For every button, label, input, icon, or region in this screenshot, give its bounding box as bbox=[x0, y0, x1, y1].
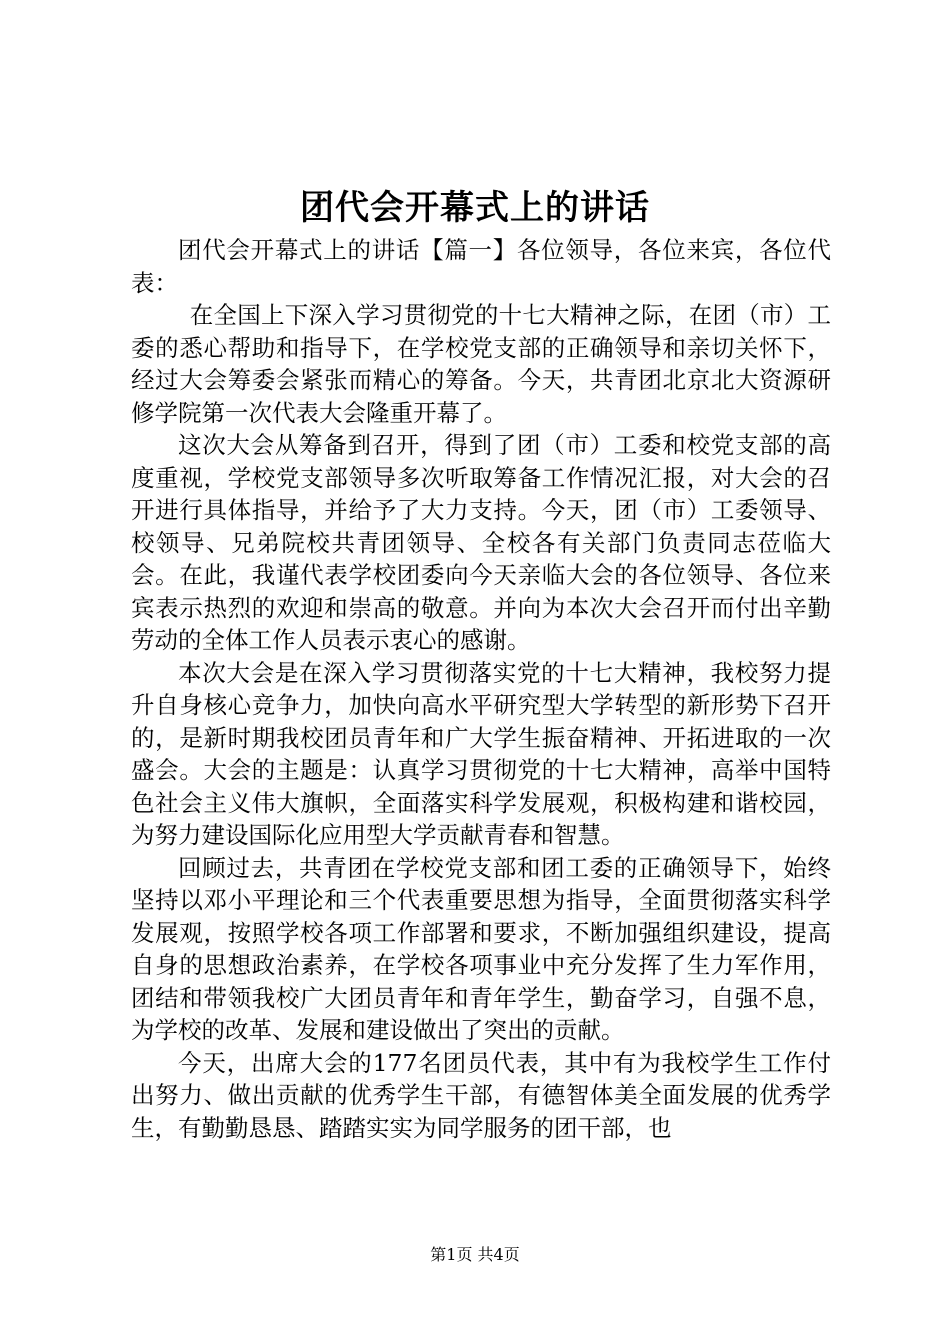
paragraph-1: 团代会开幕式上的讲话【篇一】各位领导，各位来宾，各位代表： bbox=[131, 236, 831, 297]
paragraph-3: 这次大会从筹备到召开，得到了团（市）工委和校党支部的高度重视，学校党支部领导多次听取筹备工作情况汇报，对大会的召开进行具体指导，并给予了大力支持。今天，团（市）工委领导、校领导、兄弟院校共青团领导、全校各有关部门负责同志莅临大会。在此，我谨代表学校团委向今天亲临大会的各位领导、各位来宾表示热烈的欢迎和崇高的敬意。并向为本次大会召开而付出辛勤劳动的全体工作人员表示衷心的感谢。 bbox=[131, 431, 831, 654]
page-footer: 第1页 共4页 bbox=[430, 1245, 520, 1264]
paragraph-4: 本次大会是在深入学习贯彻落实党的十七大精神，我校努力提升自身核心竞争力，加快向高水平研究型大学转型的新形势下召开的，是新时期我校团员青年和广大学生振奋精神、开拓进取的一次盛会。大会的主题是：认真学习贯彻党的十七大精神，高举中国特色社会主义伟大旗帜，全面落实科学发展观，积极构建和谐校园，为努力建设国际化应用型大学贡献青春和智慧。 bbox=[131, 658, 831, 849]
paragraph-5: 回顾过去，共青团在学校党支部和团工委的正确领导下，始终坚持以邓小平理论和三个代表重要思想为指导，全面贯彻落实科学发展观，按照学校各项工作部署和要求，不断加强组织建设，提高自身的思想政治素养，在学校各项事业中充分发挥了生力军作用，团结和带领我校广大团员青年和青年学生，勤奋学习，自强不息，为学校的改革、发展和建设做出了突出的贡献。 bbox=[131, 853, 831, 1044]
paragraph-2: 在全国上下深入学习贯彻党的十七大精神之际，在团（市）工委的悉心帮助和指导下，在学校党支部的正确领导和亲切关怀下，经过大会筹委会紧张而精心的筹备。今天，共青团北京北大资源研修学院第一次代表大会隆重开幕了。 bbox=[131, 301, 831, 427]
document-body bbox=[131, 234, 831, 1144]
document-title: 团代会开幕式上的讲话 bbox=[300, 188, 650, 228]
paragraph-6: 今天，出席大会的177名团员代表，其中有为我校学生工作付出努力、做出贡献的优秀学生干部，有德智体美全面发展的优秀学生，有勤勤恳恳、踏踏实实为同学服务的团干部，也 bbox=[131, 1048, 831, 1142]
